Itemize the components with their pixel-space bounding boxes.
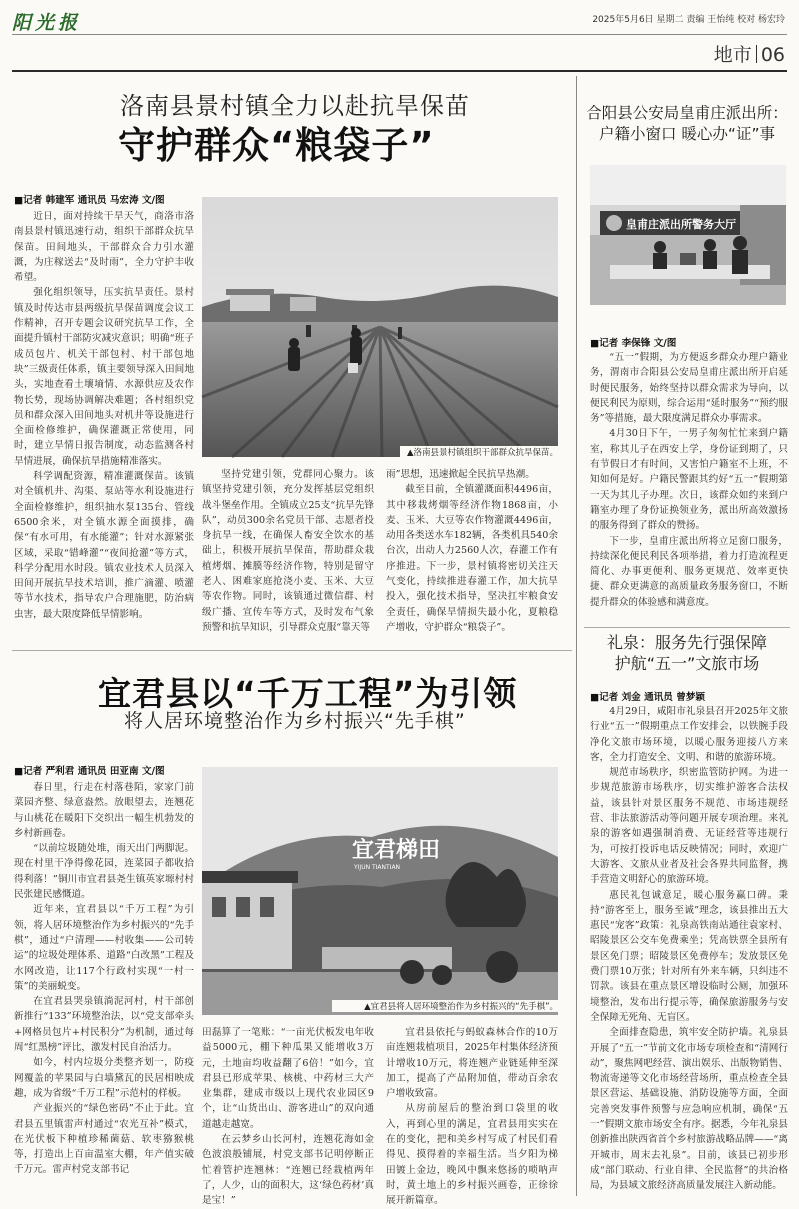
police-hall-sign: 皇甫庄派出所警务大厅 [626, 218, 736, 231]
page-number: 06 [760, 44, 785, 66]
paragraph: 田磊算了一笔账：“一亩光伏板发电年收益5000元，棚下种瓜果又能增收3万元，土地亩均收益翻了6倍！”如今，宜君县已形成苹果、核桃、中药材三大产业集群，建成市级以上现代农业园区9个，让“山货出山、游客进山”的双向通道越走越宽。 [202, 1027, 374, 1130]
paragraph: “五一”假期，为方便返乡群众办理户籍业务，渭南市合阳县公安局皇甫庄派出所开启延时便民服务，始终坚持以群众需求为导向，以便民利民为原则，综合运用“延时服务”“预约服务”等措施，最大限度满足群众办事需求。 [590, 352, 788, 425]
village-photo-graphic [202, 767, 558, 1015]
article3-photo [590, 165, 786, 305]
paragraph: 春日里，行走在村落巷陌，家家门前菜园齐整、绿意盎然。放眼望去，连翘花与山桃花在暖阳下交织出一幅生机勃发的乡村新画卷。 [14, 782, 194, 839]
paragraph: 如今，村内垃圾分类整齐划一，防疫网覆盖的苹果园与白墙黛瓦的民居相映成趣，成为省级“千万工程”示范村的样板。 [14, 1057, 194, 1099]
article2-photo-caption: ▲宜君县将人居环境整治作为乡村振兴的“先手棋”。 [332, 1000, 558, 1012]
paragraph: 坚持党建引领，党群同心聚力。该镇坚持党建引领，充分发挥基层党组织战斗堡垒作用。全镇成立25支“抗旱先锋队”，动员300余名党员干部、志愿者投身抗旱一线，在确保人畜安全饮水的基础上，积极开展抗旱保苗，帮助群众栽植烤烟、摊膜等经济作物，特别是留守老人、困难家庭抢浇小麦、玉米、大豆等农作物。同时，该镇通过微信群、村级广播、宣传车等方式，及时发布气象预警和抗旱知识，引导群众克服“靠天等 [202, 469, 374, 633]
article3-title-line2: 户籍小窗口 暖心办“证”事 [599, 125, 775, 143]
column-divider [576, 76, 577, 1196]
article2-subtitle: 将人居环境整治作为乡村振兴“先手棋” [124, 710, 466, 732]
paragraph: 在宜君县哭泉镇淌泥河村，村干部创新推行“133”环境整治法，以“党支部牵头+网格员包片+村民积分”为机制，通过每周“红黑榜”评比，激发村民自治活力。 [14, 996, 194, 1054]
article3-body [590, 350, 788, 624]
article2-photo [202, 767, 558, 1015]
paragraph: 惠民礼包诚意足，暖心服务赢口碑。秉持“游客至上，服务至诚”理念，该县推出五大惠民“宠客”政策：礼泉高铁南站通往袁家村、昭陵景区公交车免费乘坐；凭高铁票全县所有景区免门票；昭陵景区免费停车；发放景区免费门票10万张；针对所有外来车辆，只纠违不罚款。该县在重点景区增设临时公厕，加强环境整治，发布出行提示等，确保旅游服务与安全保障无死角、无盲区。 [590, 889, 788, 1023]
article2-column-1 [14, 780, 194, 1198]
story-separator [584, 627, 790, 628]
paragraph: “以前垃圾随处堆，雨天出门两脚泥。现在村里干净得像花园，连菜园子都收拾得利落！”铜川市宜君县尧生镇英家塬村村民张建民感慨道。 [14, 843, 194, 901]
article2-title: 宜君县以“千万工程”为引领 [98, 674, 518, 713]
paragraph: 下一步，皇甫庄派出所将立足窗口服务，持续深化便民利民各项举措，着力打造流程更简化、办事更便利、服务更规范、效率更快捷、群众更满意的高质量政务服务窗口，不断提升群众的体验感和满意度。 [590, 535, 788, 608]
article1-byline: ■记者 韩建军 通讯员 马宏涛 文/图 [14, 195, 165, 206]
article1-column-3 [386, 467, 558, 647]
article4-byline: ■记者 刘金 通讯员 曾梦颖 [590, 692, 706, 703]
article1-subtitle: 洛南县景村镇全力以赴抗旱保苗 [120, 92, 470, 120]
paragraph: 全面排查隐患，筑牢安全防护墙。礼泉县开展了“五一”节前文化市场专项检查和“清网行动”，聚焦网吧经营、演出娱乐、出版物销售、物流寄递等文化市场经营场所，重点检查全县景区营运、基础设施、消防设施等方面，全面完善突发事件预警与应急响应机制，确保“五一”假期文旅市场安全有序。据悉，今年礼泉县创新推出陕西省首个乡村旅游战略品牌——“离开城市，周末去礼泉”。目前，该县已初步形成“部门联动、行业自律、全民监督”的共治格局，为县域文旅经济高质量发展注入新动能。 [590, 1027, 788, 1192]
section-divider [756, 45, 757, 63]
article1-title: 守护群众“粮袋子” [118, 124, 435, 167]
article4-body [590, 704, 788, 1198]
section-rule [12, 70, 787, 72]
paragraph: 4月30日下午，一男子匆匆忙忙来到户籍室，称其儿子在西安上学，身份证到期了，只有节假日才有时间，又害怕户籍室不上班，不知如何是好。户籍民警跟其约好“五一”假期第一天为其儿子办理。次日，该群众如约来到户籍室办理了身份证换领业务，派出所高效激扬的服务得到了群众的赞扬。 [590, 428, 788, 532]
paragraph: 截至目前，全镇灌溉面积4496亩，其中移栽烤烟等经济作物1868亩，小麦、玉米、大豆等农作物灌溉4496亩，动用各类送水车182辆，各类机具540余台次，出动人力2560人次，春灌工作有序推进。下一步，景村镇将密切关注天气变化，持续推进春灌工作，加大抗旱投入，强化技术指导，坚决扛牢粮食安全责任，确保旱情损失最小化，夏粮稳产增收，守护群众“粮袋子”。 [386, 484, 558, 633]
article2-column-3 [386, 1025, 558, 1207]
article1-column-2 [202, 467, 374, 647]
header-rule [12, 34, 787, 35]
paragraph: 4月29日，咸阳市礼泉县召开2025年文旅行业“五一”假期重点工作安排会，以铁腕手段净化文旅市场环境，以暖心服务迎接八方来客，全力打造安全、文明、和谐的旅游环境。 [590, 706, 788, 763]
section-label [714, 40, 785, 67]
article3-title-line1: 合阳县公安局皇甫庄派出所： [586, 104, 788, 122]
article4-title-line2: 护航“五一”文旅市场 [614, 654, 760, 673]
paragraph: 规范市场秩序，织密监管防护网。为进一步规范旅游市场秩序，切实维护游客合法权益，该县针对景区服务不规范、市场违规经营、非法旅游活动等问题开展专项治理。来礼泉的游客如遇强制消费、无证经营等违规行为，可按打投诉电话反映情况；同时，欢迎广大游客、文旅从业者及社会各界共同监督，携手营造文明舒心的旅游环境。 [590, 767, 788, 886]
article4-title-line1: 礼泉：服务先行强保障 [606, 633, 767, 652]
field-photo-graphic [202, 197, 558, 457]
issue-info: 2025年5月6日 星期二 责编 王怡纯 校对 杨宏玲 [592, 15, 785, 25]
article2-column-2 [202, 1025, 374, 1207]
article3-byline: ■记者 李保锋 文/图 [590, 338, 677, 349]
article1-photo [202, 197, 558, 457]
article2-byline: ■记者 严利君 通讯员 田亚南 文/图 [14, 766, 165, 777]
article1-column-1 [14, 209, 194, 627]
masthead-logo: 阳光报 [12, 12, 82, 34]
paragraph: 强化组织领导，压实抗旱责任。景村镇及时传达市县两级抗旱保苗调度会议工作精神，召开专题会议研究抗旱工作，全面提升镇村干部防灾减灾意识；明确“班子成员包片、机关干部包村、村干部包地块”三级责任体系，镇主要领导深入田间地头，实地查看土壤墒情、水源供应及农作物长势，现场协调解决难题；各村组织党员和群众深入田间地头对机井等设施进行全面检修维护，确保灌溉正常使用，同时，建立旱情日报告制度，动态监测各村旱情进展，确保抗旱措施精准落实。 [14, 287, 194, 467]
paragraph: 近日，面对持续干旱天气，商洛市洛南县景村镇迅速行动，组织干部群众抗旱保苗。田间地头，干部群众合力引水灌溉，为庄稼送去“及时雨”，全力守护丰收希望。 [14, 211, 194, 284]
story-separator [12, 650, 572, 651]
village-sign-subtext: YIJUN TIANTIAN [354, 864, 401, 871]
paragraph: 雨”思想，迅速掀起全民抗旱热潮。 [386, 469, 535, 480]
paragraph: 从房前屋后的整治到口袋里的收入，再到心里的满足，宜君县用实实在在的变化，把和美乡村写成了村民们看得见、摸得着的幸福生活。当夕阳为梯田镀上金边，晚风中飘来悠扬的唢呐声时，黄土地上的乡村振兴画卷，正徐徐展开新篇章。 [386, 1103, 558, 1207]
article4-title [584, 632, 790, 674]
paragraph: 宜君县依托与蚂蚁森林合作的10万亩连翘栽植项目，2025年村集体经济预计增收10万元，将连翘产业链延伸至深加工，提高了产品附加值，带动百余农户增收致富。 [386, 1027, 558, 1100]
village-sign-text: 宜君梯田 [352, 838, 441, 863]
paragraph: 科学调配资源，精准灌溉保苗。该镇对全镇机井、沟渠、泵站等水利设施进行全面检修维护，组织抽水泵135台、管线6500余米，对全镇水源全面摸排，确保“有水可用，有水能灌”；针对水源紧张区域，采取“错峰灌”“夜间抢灌”等方式，科学分配用水时段。镇农业技术人员深入田间开展抗旱技术培训，推广滴灌、喷灌等节水技术，指导农户合理施肥，防治病虫害，最大限度降低旱情影响。 [14, 471, 194, 620]
paragraph: 在云梦乡山长河村，连翘花海如金色波浪般铺展，村党支部书记明停断正忙着管护连翘林：“连翘已经栽植两年了，人少，山的面积大，这‘绿色药材’真是宝！” [202, 1134, 374, 1207]
article1-photo-caption: ▲洛南县景村镇组织干部群众抗旱保苗。 [400, 446, 558, 458]
paragraph: 近年来，宜君县以“千万工程”为引领，将人居环境整治作为乡村振兴的“先手棋”，通过“户清理——村收集——公司转运”的垃圾处理体系、道路“白改黑”工程及水网改造，让117个行政村实现“一村一策”的美丽蜕变。 [14, 904, 194, 992]
police-hall-photo-graphic [590, 165, 786, 305]
article3-title [584, 103, 790, 145]
paragraph: 产业振兴的“绿色密码”不止于此。宜君县五里镇雷声村通过“农光互补”模式，在光伏板下种植珍稀菌菇、软枣猕猴桃等，打造出上百亩温室大棚，年产值实破千万元。雷声村党支部书记 [14, 1103, 194, 1176]
section-name: 地市 [713, 44, 752, 66]
